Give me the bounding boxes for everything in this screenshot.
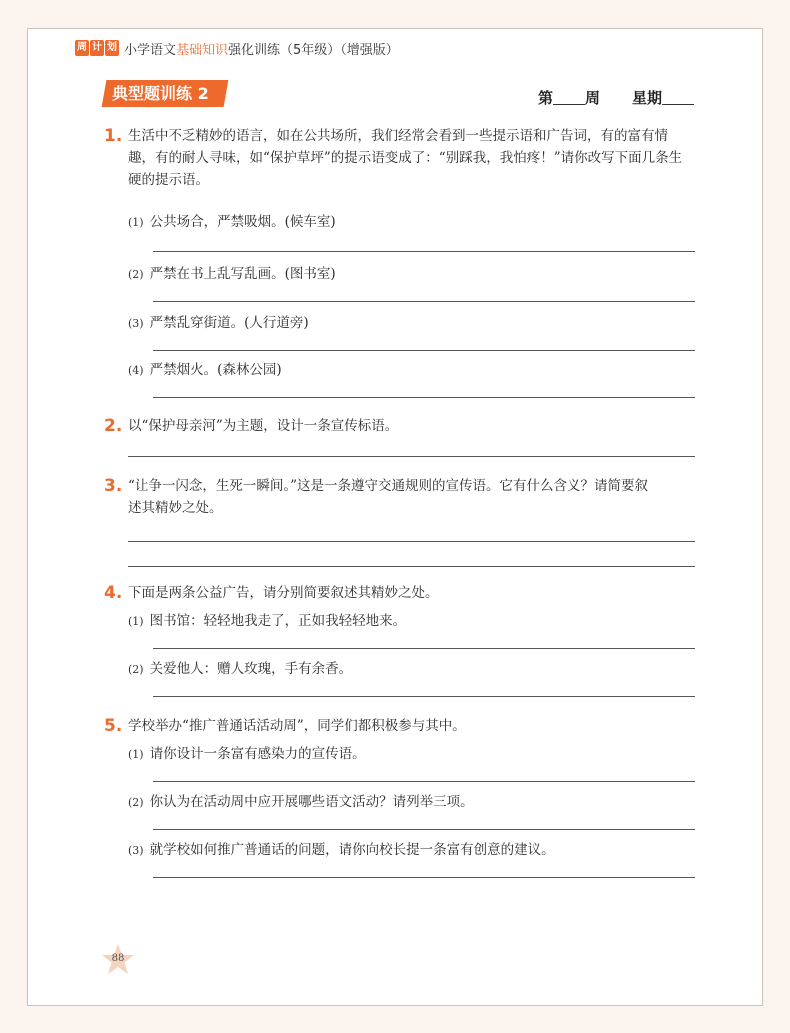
question-2-prompt: 以“保护母亲河”为主题，设计一条宣传标语。: [128, 418, 399, 434]
weekday-blank[interactable]: [662, 90, 694, 105]
weekday-field: 星期: [632, 87, 694, 108]
answer-line[interactable]: [153, 397, 695, 398]
question-number: 2.: [104, 416, 123, 436]
series-logo: 周 计 划: [75, 40, 119, 56]
book-header: [75, 38, 399, 58]
book-title-pre: 小学语文: [124, 42, 177, 58]
question-number: 1.: [104, 126, 123, 146]
answer-line[interactable]: [153, 350, 695, 351]
question-1-prompt: 生活中不乏精妙的语言，如在公共场所，我们经常会看到一些提示语和广告词，有的富有情 趣，有的耐人寻味，如“保护草坪”的提示语变成了：“别踩我，我怕疼！”请你改写下面几条生 硬的提示语。: [128, 128, 683, 188]
answer-line[interactable]: [153, 251, 695, 252]
answer-line[interactable]: [153, 877, 695, 878]
question-number: 4.: [104, 583, 123, 603]
book-title-highlight: 基础知识: [176, 42, 229, 58]
week-field: 第 周: [538, 89, 601, 107]
question-4-prompt: 下面是两条公益广告，请分别简要叙述其精妙之处。: [128, 585, 439, 601]
book-title-post: 强化训练（5年级）（增强版）: [228, 42, 399, 58]
answer-line[interactable]: [128, 566, 695, 567]
question-3-prompt: “让争一闪念，生死一瞬间。”这是一条遵守交通规则的宣传语。它有什么含义？请简要叙 述其精妙之处。: [128, 478, 649, 516]
question-5-sub-3: (3) 就学校如何推广普通话的问题，请你向校长提一条富有创意的建议。: [128, 842, 555, 858]
answer-line[interactable]: [128, 541, 695, 542]
answer-line[interactable]: [153, 301, 695, 302]
answer-line[interactable]: [128, 456, 695, 457]
question-5-sub-2: (2) 你认为在活动周中应开展哪些语文活动？请列举三项。: [128, 794, 474, 810]
question-5-prompt: 学校举办“推广普通话活动周”，同学们都积极参与其中。: [128, 718, 466, 734]
question-1-sub-4: (4) 严禁烟火。(森林公园): [128, 362, 282, 378]
question-number: 5.: [104, 716, 123, 736]
page-number: 88: [111, 953, 125, 964]
question-1-sub-2: (2) 严禁在书上乱写乱画。(图书室): [128, 266, 336, 282]
answer-line[interactable]: [153, 696, 695, 697]
question-4-sub-1: (1) 图书馆：轻轻地我走了，正如我轻轻地来。: [128, 613, 407, 629]
answer-line[interactable]: [153, 781, 695, 782]
question-5-sub-1: (1) 请你设计一条富有感染力的宣传语。: [128, 746, 366, 762]
question-1-sub-1: (1) 公共场合，严禁吸烟。(候车室): [128, 214, 336, 230]
answer-line[interactable]: [153, 829, 695, 830]
question-4-sub-2: (2) 关爱他人：赠人玫瑰，手有余香。: [128, 661, 353, 677]
section-title: 典型题训练 2: [112, 84, 209, 103]
week-blank[interactable]: [553, 90, 585, 105]
question-1-sub-3: (3) 严禁乱穿街道。(人行道旁): [128, 315, 309, 331]
answer-line[interactable]: [153, 648, 695, 649]
question-number: 3.: [104, 476, 123, 496]
